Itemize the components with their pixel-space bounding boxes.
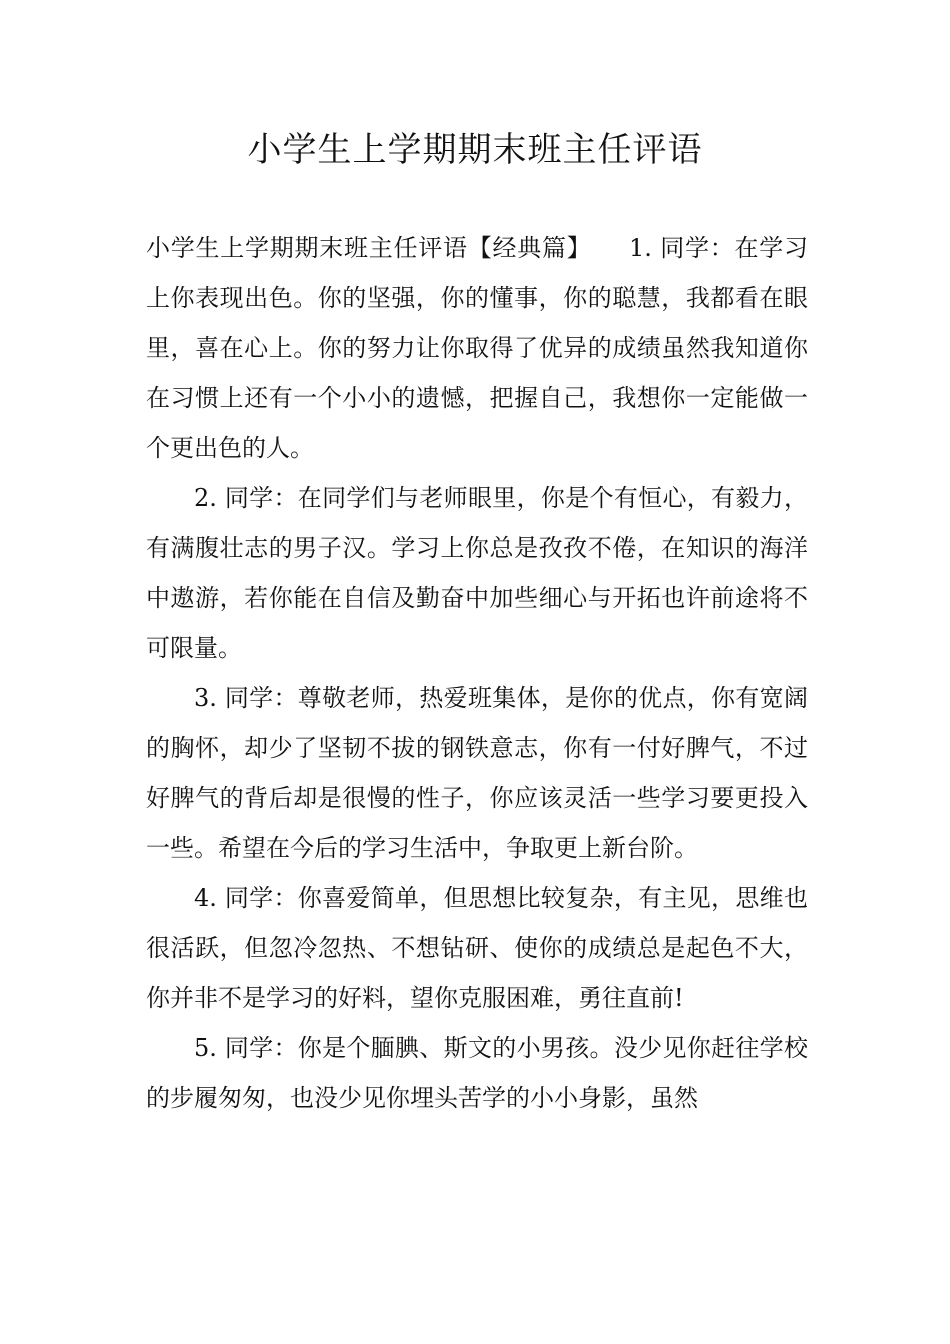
document-title: 小学生上学期期末班主任评语 (247, 130, 703, 170)
paragraph-3: 3. 同学：尊敬老师，热爱班集体，是你的优点，你有宽阔的胸怀，却少了坚韧不拔的钢铁意志，你有一付好脾气，不过好脾气的背后却是很慢的性子，你应该灵活一些学习要更投入一些。希望在今后的学习生活中，争取更上新台阶。 (146, 684, 808, 862)
paragraph-2: 2. 同学：在同学们与老师眼里，你是个有恒心，有毅力，有满腹壮志的男子汉。学习上你总是孜孜不倦，在知识的海洋中遨游，若你能在自信及勤奋中加些细心与开拓也许前途将不可限量。 (146, 484, 808, 662)
paragraph-4: 4. 同学：你喜爱简单，但思想比较复杂，有主见，思维也很活跃，但忽冷忽热、不想钻研、使你的成绩总是起色不大，你并非不是学习的好料，望你克服困难，勇往直前! (146, 884, 808, 1012)
document-body (146, 223, 808, 1123)
paragraph-intro-1: 小学生上学期期末班主任评语【经典篇】 1. 同学：在学习上你表现出色。你的坚强，你的懂事，你的聪慧，我都看在眼里，喜在心上。你的努力让你取得了优异的成绩虽然我知道你在习惯上还有一个小小的遗憾，把握自己，我想你一定能做一个更出色的人。 (146, 234, 808, 462)
paragraph-5: 5. 同学：你是个腼腆、斯文的小男孩。没少见你赶往学校的步履匆匆，也没少见你埋头苦学的小小身影，虽然 (146, 1034, 808, 1112)
